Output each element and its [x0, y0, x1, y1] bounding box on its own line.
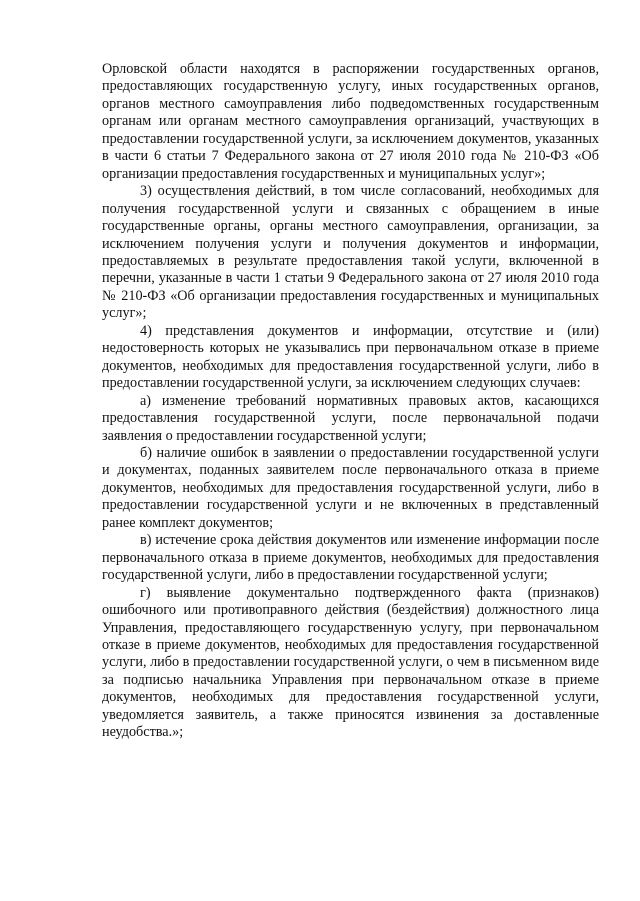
paragraph-subitem-v: в) истечение срока действия документов или изменение информации после первоначального отказа в приеме документов, необходимых для предоставления государственной услуги, либо в предоставлении государственной услуги; — [102, 532, 599, 584]
paragraph-item-4: 4) представления документов и информации, отсутствие и (или) недостоверность которых не указывались при первоначальном отказе в приеме документов, необходимых для предоставления государственной услуги, либо в предоставлении государственной услуги, за исключением следующих случаев: — [102, 322, 599, 392]
paragraph-continuation: Орловской области находятся в распоряжении государственных органов, предоставляющих государственную услугу, иных государственных органов, органов местного самоуправления либо подведомственных государственным органам или органам местного самоуправления организаций, участвующих в предоставлении государственной услуги, за исключением документов, указанных в части 6 статьи 7 Федерального закона от 27 июля 2010 года № 210-ФЗ «Об организации предоставления государственных и муниципальных услуг»; — [102, 61, 599, 182]
paragraph-item-3: 3) осуществления действий, в том числе согласований, необходимых для получения государственной услуги и связанных с обращением в иные государственные органы, органы местного самоуправления, организации, за исключением получения услуги и получения документов и информации, предоставляемых в результате предоставления такой услуги, включенной в перечни, указанные в части 1 статьи 9 Федерального закона от 27 июля 2010 года № 210-ФЗ «Об организации предоставления государственных и муниципальных услуг»; — [102, 183, 599, 322]
document-body — [102, 61, 599, 742]
paragraph-subitem-b: б) наличие ошибок в заявлении о предоставлении государственной услуги и документах, поданных заявителем после первоначального отказа в приеме документов, необходимых для предоставления государственной услуги, либо в предоставлении государственной услуги и не включенных в представленный ранее комплект документов; — [102, 444, 599, 531]
paragraph-subitem-a: а) изменение требований нормативных правовых актов, касающихся предоставления государственной услуги, после первоначальной подачи заявления о предоставлении государственной услуги; — [102, 392, 599, 444]
paragraph-subitem-g: г) выявление документально подтвержденного факта (признаков) ошибочного или противоправного действия (бездействия) должностного лица Управления, предоставляющего государственную услугу, при первоначальном отказе в приеме документов, необходимых для предоставления государственной услуги, либо в предоставлении государственной услуги, о чем в письменном виде за подписью начальника Управления при первоначальном отказе в приеме документов, необходимых для предоставления государственной услуги, уведомляется заявитель, а также приносятся извинения за доставленные неудобства.»; — [102, 584, 599, 741]
